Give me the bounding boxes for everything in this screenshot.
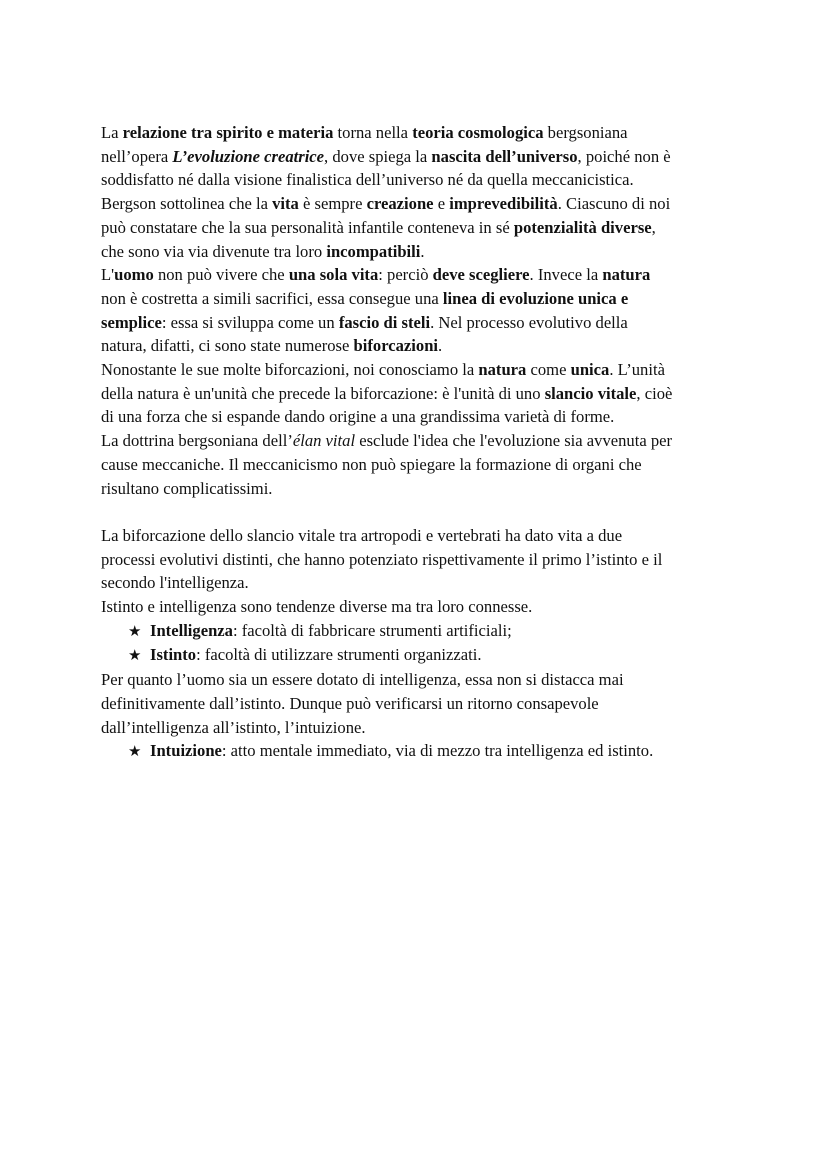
text-line <box>101 382 741 406</box>
text-run: . Invece la <box>529 265 603 285</box>
emphasized-text: natura <box>478 360 527 380</box>
text-line <box>101 287 741 311</box>
text-run: L' <box>101 265 115 285</box>
text-line <box>101 405 741 429</box>
text-run: secondo l'intelligenza. <box>101 573 249 593</box>
text-run: . <box>420 241 425 261</box>
text-line <box>101 240 741 264</box>
star-bullet-icon: ★ <box>128 646 142 665</box>
text-line <box>101 595 741 619</box>
text-run: : perciò <box>378 265 433 285</box>
text-run: Per quanto l’uomo sia un essere dotato di intelligenza, essa non si distacca mai <box>101 670 624 690</box>
text-run: risultano complicatissimi. <box>101 478 273 498</box>
emphasized-text: uomo <box>114 265 154 285</box>
text-run: . Nel processo evolutivo della <box>430 312 628 332</box>
text-run: dall’intelligenza all’istinto, l’intuizione. <box>101 717 366 737</box>
emphasized-text: L’evoluzione creatrice <box>172 146 325 166</box>
text-run: , <box>651 217 656 237</box>
text-run: e <box>433 194 450 214</box>
star-bullet-icon: ★ <box>128 621 142 640</box>
bullet-definition: : facoltà di utilizzare strumenti organizzati. <box>196 645 482 665</box>
bullet-term: Intelligenza <box>150 620 233 640</box>
text-line <box>101 358 741 382</box>
emphasized-text: fascio di steli <box>338 312 431 332</box>
paragraph-relazione-spirito-materia <box>101 121 741 500</box>
text-line <box>101 548 741 572</box>
emphasized-text: creazione <box>366 194 434 214</box>
text-line <box>101 168 741 192</box>
emphasized-text: semplice <box>101 312 162 332</box>
emphasized-text: teoria cosmologica <box>412 123 544 142</box>
text-run: di una forza che si espande dando origine a una grandissima varietà di forme. <box>101 407 615 427</box>
emphasized-text: potenzialità diverse <box>513 217 652 237</box>
bullet-item <box>101 739 741 764</box>
emphasized-text: biforcazioni <box>353 336 439 356</box>
bullet-definition: : facoltà di fabbricare strumenti artificiali; <box>232 620 512 640</box>
emphasized-text: una sola vita <box>288 265 379 285</box>
text-run: della natura è un'unità che precede la biforcazione: è l'unità di uno <box>101 383 545 403</box>
text-line <box>101 716 741 740</box>
text-run: definitivamente dall’istinto. Dunque può verificarsi un ritorno consapevole <box>101 693 599 713</box>
text-line <box>101 429 741 453</box>
text-line <box>101 192 741 216</box>
text-run: La dottrina bergsoniana dell’ <box>101 431 293 451</box>
text-run: La <box>101 123 123 142</box>
text-run: natura, difatti, ci sono state numerose <box>101 336 354 356</box>
text-line <box>101 311 741 335</box>
paragraph-gap <box>101 500 741 524</box>
bullet-term: Intuizione <box>150 741 222 761</box>
emphasized-text: vita <box>272 194 299 214</box>
text-run: cause meccaniche. Il meccanicismo non può spiegare la formazione di organi che <box>101 454 642 474</box>
text-run: processi evolutivi distinti, che hanno potenziato rispettivamente il primo l’istinto e il <box>101 549 663 569</box>
text-run: che sono via via divenute tra loro <box>101 241 327 261</box>
text-run: Istinto e intelligenza sono tendenze diverse ma tra loro connesse. <box>101 597 533 617</box>
emphasized-text: natura <box>602 265 651 285</box>
text-run: . L’unità <box>609 360 665 380</box>
text-run: Nonostante le sue molte biforcazioni, noi conosciamo la <box>101 360 479 380</box>
text-run: La biforcazione dello slancio vitale tra artropodi e vertebrati ha dato vita a due <box>101 525 623 545</box>
text-run: come <box>526 360 571 380</box>
text-line <box>101 145 741 169</box>
text-line <box>101 334 741 358</box>
paragraph-intuizione <box>101 668 741 739</box>
text-run: , poiché non è <box>577 146 671 166</box>
text-run: , cioè <box>636 383 673 403</box>
emphasized-text: deve scegliere <box>432 265 530 285</box>
emphasized-text: linea di evoluzione unica e <box>442 288 629 308</box>
text-run: : essa si sviluppa come un <box>161 312 339 332</box>
text-run: soddisfatto né dalla visione finalistica dell’universo né da quella meccanicistica. <box>101 170 634 190</box>
bullet-list-facolta <box>101 619 741 668</box>
star-bullet-icon: ★ <box>128 742 142 761</box>
emphasized-text: incompatibili <box>326 241 421 261</box>
emphasized-text: élan vital <box>292 431 356 451</box>
bullet-term: Istinto <box>150 645 197 665</box>
emphasized-text: slancio vitale <box>544 383 637 403</box>
emphasized-text: unica <box>570 360 610 380</box>
text-run: nell’opera <box>101 146 173 166</box>
text-run: . <box>438 336 443 356</box>
text-run: non può vivere che <box>153 265 289 285</box>
text-run: bergsoniana <box>543 123 628 142</box>
text-line <box>101 692 741 716</box>
text-line <box>101 263 741 287</box>
paragraph-biforcazione <box>101 524 741 619</box>
bullet-definition: : atto mentale immediato, via di mezzo tra intelligenza ed istinto. <box>221 741 654 761</box>
text-line <box>101 453 741 477</box>
text-run: non è costretta a simili sacrifici, essa consegue una <box>101 288 443 308</box>
text-line <box>101 571 741 595</box>
emphasized-text: imprevedibilità <box>449 194 558 214</box>
bullet-item <box>101 643 741 668</box>
text-run: Bergson sottolinea che la <box>101 194 273 214</box>
bullet-list-intuizione <box>101 739 741 764</box>
document-body <box>101 121 741 764</box>
text-run: esclude l'idea che l'evoluzione sia avvenuta per <box>355 431 673 451</box>
emphasized-text: relazione tra spirito e materia <box>122 123 334 142</box>
text-run: . Ciascuno di noi <box>557 194 671 214</box>
text-line <box>101 121 741 145</box>
text-run: è sempre <box>298 194 367 214</box>
bullet-item <box>101 619 741 644</box>
text-line <box>101 477 741 501</box>
emphasized-text: nascita dell’universo <box>431 146 578 166</box>
text-line <box>101 668 741 692</box>
text-run: torna nella <box>333 123 413 142</box>
text-line <box>101 524 741 548</box>
text-run: può constatare che la sua personalità infantile conteneva in sé <box>101 217 514 237</box>
text-line <box>101 216 741 240</box>
text-run: , dove spiega la <box>324 146 432 166</box>
